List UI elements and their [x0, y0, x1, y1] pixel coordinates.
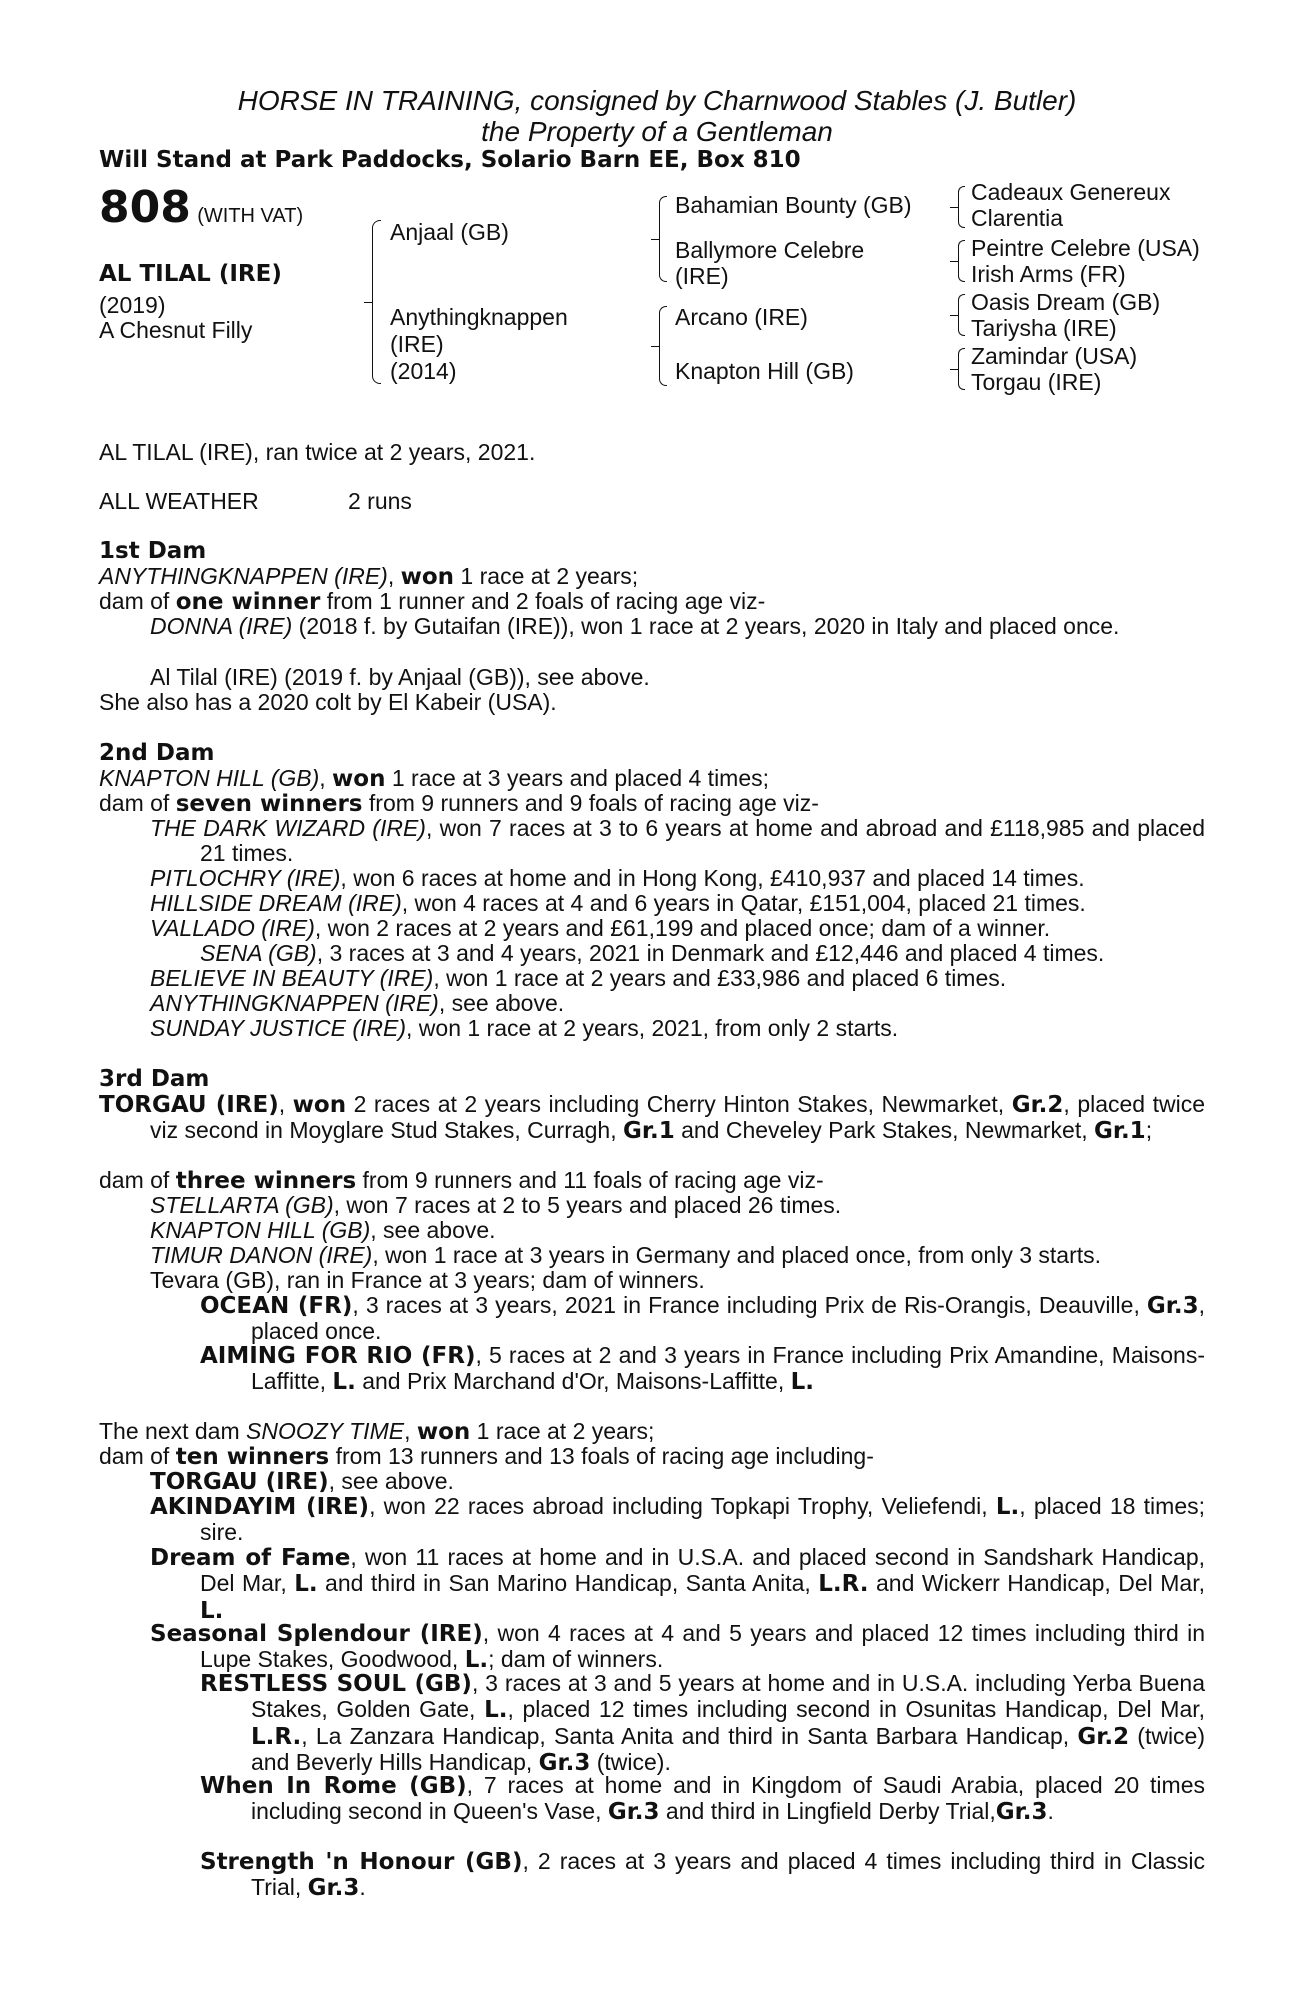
pedigree-dds: Zamindar (USA) — [971, 343, 1138, 369]
next-dam-line2: dam of ten winners from 13 runners and 13 foals of racing age including- — [99, 1443, 874, 1470]
next-dam-progeny-2: AKINDAYIM (IRE), won 22 races abroad including Topkapi Trophy, Veliefendi, L., placed 18 times; sire. — [150, 1493, 1205, 1546]
pedigree-brace-main — [372, 220, 381, 384]
second-dam-heading: 2nd Dam — [99, 740, 215, 766]
pedigree-sss: Cadeaux Genereux — [971, 179, 1171, 205]
foaling-year: (2019) — [99, 292, 166, 318]
all-weather-runs: 2 runs — [348, 488, 412, 514]
second-dam-progeny-2: PITLOCHRY (IRE), won 6 races at home and in Hong Kong, £410,937 and placed 14 times. — [150, 865, 1085, 891]
horse-name: AL TILAL (IRE) — [99, 261, 282, 287]
pedigree-sire-dam-l2: (IRE) — [675, 263, 729, 289]
pedigree-brace-dd — [958, 348, 965, 390]
catalogue-title: HORSE IN TRAINING, consigned by Charnwood Stables (J. Butler) — [237, 85, 1077, 116]
pedigree-dam-dam: Knapton Hill (GB) — [675, 358, 854, 384]
next-dam-progeny-4: Seasonal Splendour (IRE), won 4 races at 4 and 5 years and placed 12 times including third in Lupe Stakes, Goodwood, L.; dam of winners. — [150, 1620, 1205, 1674]
third-dam-progeny-3: TIMUR DANON (IRE), won 1 race at 3 years in Germany and placed once, from only 3 starts. — [150, 1242, 1102, 1268]
third-dam-progeny-4: Tevara (GB), ran in France at 3 years; dam of winners. — [150, 1267, 705, 1293]
pedigree-ssd: Clarentia — [971, 205, 1064, 231]
first-dam-line1: ANYTHINGKNAPPEN (IRE), won 1 race at 2 years; — [99, 563, 639, 590]
pedigree-ddd: Torgau (IRE) — [971, 369, 1102, 395]
second-dam-progeny-6: ANYTHINGKNAPPEN (IRE), see above. — [150, 990, 565, 1016]
second-dam-progeny-4: VALLADO (IRE), won 2 races at 2 years and £61,199 and placed once; dam of a winner. — [150, 915, 1051, 941]
next-dam-progeny-1: TORGAU (IRE), see above. — [150, 1468, 454, 1495]
next-dam-line1: The next dam SNOOZY TIME, won 1 race at 2 years; — [99, 1418, 655, 1445]
third-dam-record: TORGAU (IRE), won 2 races at 2 years including Cherry Hinton Stakes, Newmarket, Gr.2, placed twice viz second in Moyglare Stud Stakes, Curragh, Gr.1 and Cheveley Park Stakes, Newmarket, Gr.1; — [99, 1091, 1206, 1145]
third-dam-line2: dam of three winners from 9 runners and 11 foals of racing age viz- — [99, 1167, 824, 1194]
second-dam-progeny-1: THE DARK WIZARD (IRE), won 7 races at 3 to 6 years at home and abroad and £118,985 and placed 21 times. — [150, 815, 1205, 867]
pedigree-brace-ds — [958, 294, 965, 336]
first-dam-progeny-2: Al Tilal (IRE) (2019 f. by Anjaal (GB)), see above. — [150, 664, 650, 690]
pedigree-dam-l3: (2014) — [390, 358, 457, 384]
pedigree-sdd: Irish Arms (FR) — [971, 261, 1126, 287]
lot-heading — [99, 184, 303, 232]
first-dam-line2: dam of one winner from 1 runner and 2 foals of racing age viz- — [99, 588, 766, 615]
third-dam-grandprogeny-1: OCEAN (FR), 3 races at 3 years, 2021 in France including Prix de Ris-Orangis, Deauville, Gr.3, placed once. — [200, 1292, 1205, 1345]
first-dam-progeny-1: DONNA (IRE) (2018 f. by Gutaifan (IRE)), won 1 race at 2 years, 2020 in Italy and placed once. — [150, 613, 1120, 639]
pedigree-dam-l1: Anythingknappen — [390, 304, 568, 330]
first-dam-note: She also has a 2020 colt by El Kabeir (USA). — [99, 689, 557, 715]
stand-location: Will Stand at Park Paddocks, Solario Barn EE, Box 810 — [99, 147, 801, 173]
lot-number: 808 — [99, 182, 191, 233]
pedigree-dam-l2: (IRE) — [390, 331, 444, 357]
pedigree-brace-sire — [659, 196, 667, 282]
pedigree-dsd: Tariysha (IRE) — [971, 315, 1117, 341]
pedigree-brace-ss — [958, 186, 965, 228]
pedigree-sire-dam-l1: Ballymore Celebre — [675, 237, 865, 263]
pedigree-brace-sd — [958, 240, 965, 282]
second-dam-grandprogeny: SENA (GB), 3 races at 3 and 4 years, 2021 in Denmark and £12,446 and placed 4 times. — [200, 940, 1105, 966]
pedigree-sire-sire: Bahamian Bounty (GB) — [675, 192, 912, 218]
second-dam-progeny-3: HILLSIDE DREAM (IRE), won 4 races at 4 and 6 years in Qatar, £151,004, placed 21 times. — [150, 890, 1086, 916]
pedigree-dss: Oasis Dream (GB) — [971, 289, 1161, 315]
next-dam-grandprogeny-1: RESTLESS SOUL (GB), 3 races at 3 and 5 years at home and in U.S.A. including Yerba Buena Stakes, Golden Gate, L., placed 12 times including second in Osunitas Handicap, Del Mar, L.R., La Zanzara Handicap, Santa Anita and third in Santa Barbara Handicap, Gr.2 (twice) and Beverly Hills Handicap, Gr.3 (twice). — [200, 1670, 1206, 1776]
next-dam-progeny-3: Dream of Fame, won 11 races at home and in U.S.A. and placed second in Sandshark Handicap, Del Mar, L. and third in San Marino Handicap, Santa Anita, L.R. and Wickerr Handicap, Del Mar, L. — [150, 1544, 1206, 1624]
pedigree-brace-dam — [659, 306, 667, 386]
third-dam-grandprogeny-2: AIMING FOR RIO (FR), 5 races at 2 and 3 years in France including Prix Amandine, Maisons-Laffitte, L. and Prix Marchand d'Or, Maisons-Laffitte, L. — [200, 1342, 1205, 1396]
third-dam-progeny-2: KNAPTON HILL (GB), see above. — [150, 1217, 496, 1243]
vat-note: (WITH VAT) — [197, 205, 304, 227]
second-dam-progeny-5: BELIEVE IN BEAUTY (IRE), won 1 race at 2 years and £33,986 and placed 6 times. — [150, 965, 1007, 991]
third-dam-progeny-1: STELLARTA (GB), won 7 races at 2 to 5 years and placed 26 times. — [150, 1192, 842, 1218]
next-dam-grandprogeny-2: When In Rome (GB), 7 races at home and in Kingdom of Saudi Arabia, placed 20 times including second in Queen's Vase, Gr.3 and third in Lingfield Derby Trial,Gr.3. — [200, 1772, 1205, 1826]
pedigree-sds: Peintre Celebre (USA) — [971, 235, 1200, 261]
third-dam-heading: 3rd Dam — [99, 1066, 210, 1092]
second-dam-line2: dam of seven winners from 9 runners and 9 foals of racing age viz- — [99, 790, 819, 817]
second-dam-progeny-7: SUNDAY JUSTICE (IRE), won 1 race at 2 years, 2021, from only 2 starts. — [150, 1015, 899, 1041]
pedigree-dam-sire: Arcano (IRE) — [675, 304, 808, 330]
next-dam-grandprogeny-3: Strength 'n Honour (GB), 2 races at 3 years and placed 4 times including third in Classic Trial, Gr.3. — [200, 1848, 1206, 1902]
pedigree-sire: Anjaal (GB) — [390, 219, 509, 245]
first-dam-heading: 1st Dam — [99, 538, 207, 564]
horse-description: A Chesnut Filly — [99, 317, 253, 343]
second-dam-line1: KNAPTON HILL (GB), won 1 race at 3 years and placed 4 times; — [99, 765, 770, 792]
race-summary: AL TILAL (IRE), ran twice at 2 years, 2021. — [99, 439, 536, 465]
all-weather-label: ALL WEATHER — [99, 488, 259, 514]
catalogue-subtitle: the Property of a Gentleman — [481, 116, 833, 147]
